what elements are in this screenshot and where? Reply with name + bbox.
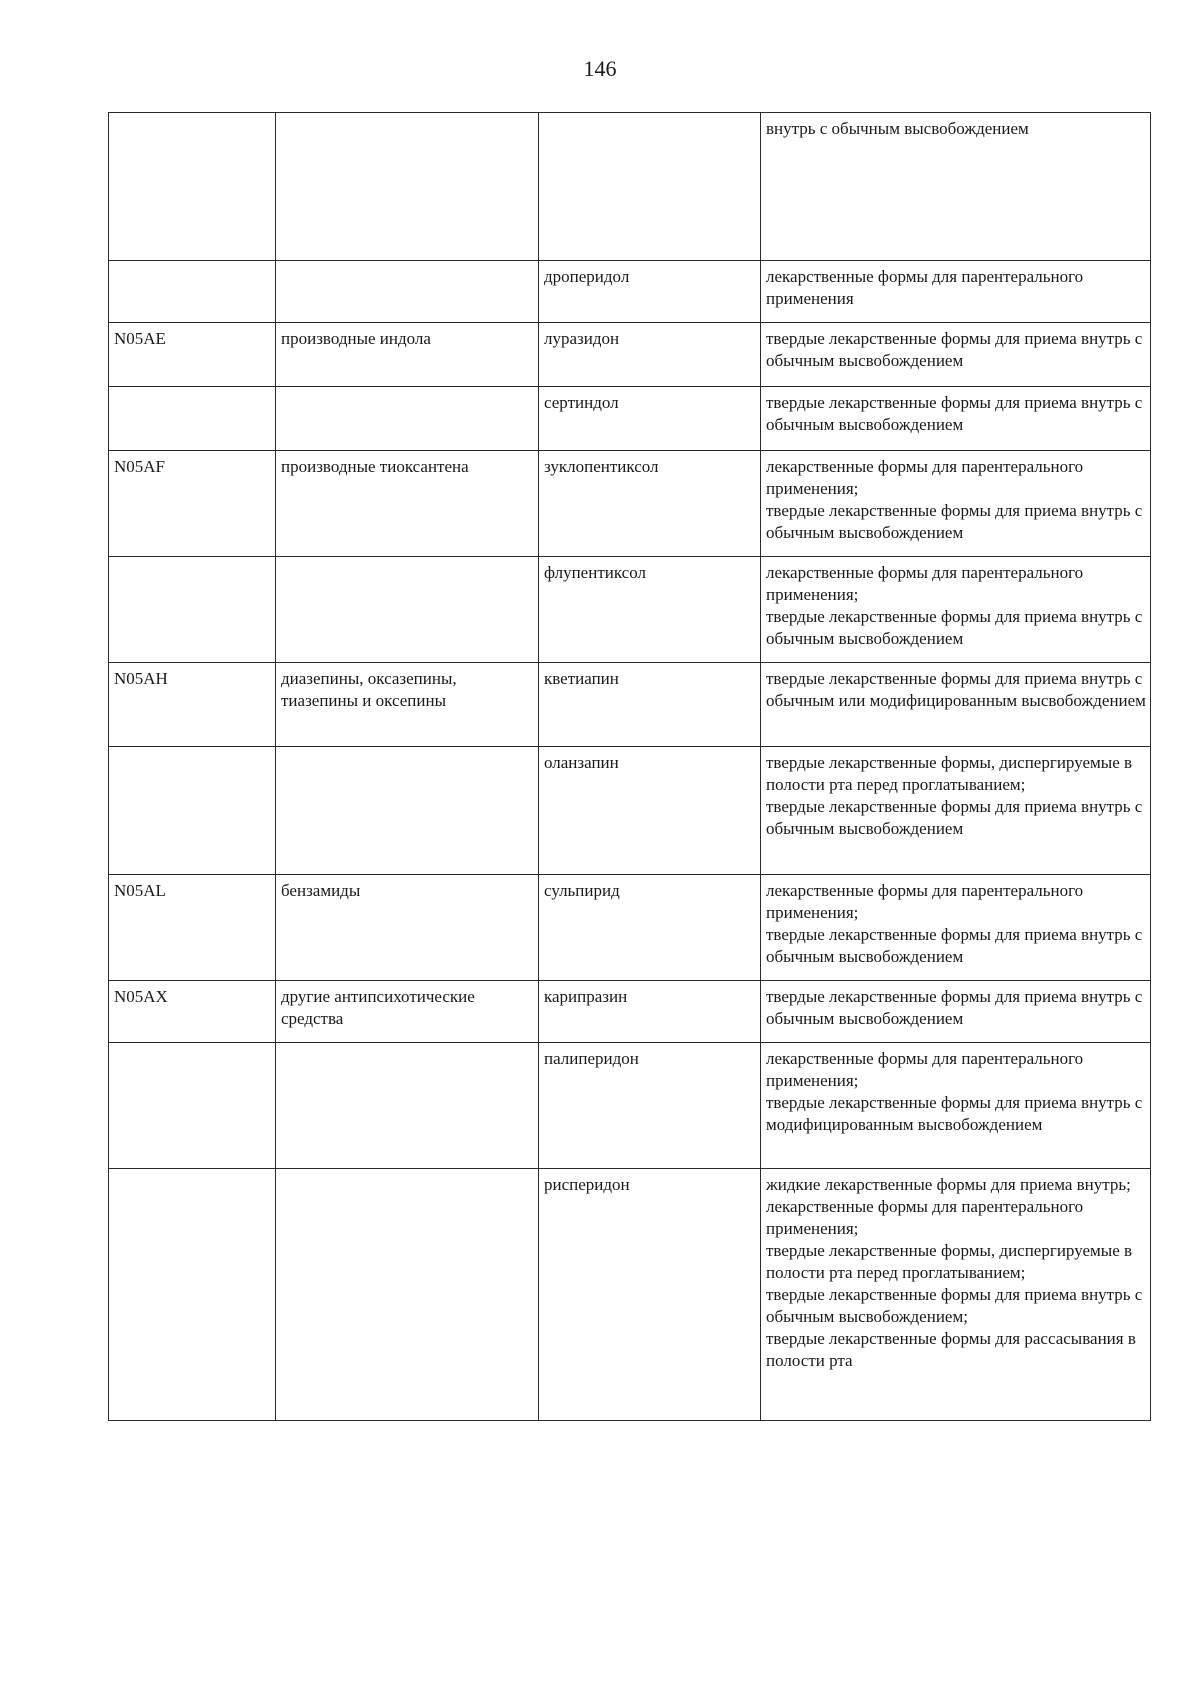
dosage-form-line: лекарственные формы для парентерального применения; bbox=[766, 457, 1084, 498]
page-number: 146 bbox=[583, 56, 617, 81]
group-name-cell bbox=[276, 261, 539, 323]
dosage-form-line: твердые лекарственные формы для рассасывания в полости рта bbox=[766, 1329, 1136, 1370]
dosage-forms-cell bbox=[761, 981, 1151, 1043]
group-name-cell: бензамиды bbox=[276, 875, 539, 981]
drug-name-cell: рисперидон bbox=[539, 1169, 761, 1421]
table-row bbox=[109, 113, 1151, 261]
table-row bbox=[109, 875, 1151, 981]
dosage-forms-cell bbox=[761, 113, 1151, 261]
dosage-form-line: лекарственные формы для парентерального применения; bbox=[766, 881, 1084, 922]
dosage-form-line: твердые лекарственные формы для приема внутрь с обычным высвобождением bbox=[766, 987, 1143, 1028]
table-row bbox=[109, 1169, 1151, 1421]
dosage-form-line: внутрь с обычным высвобождением bbox=[766, 119, 1029, 138]
dosage-form-line: твердые лекарственные формы для приема внутрь с обычным высвобождением bbox=[766, 797, 1143, 838]
drug-name-cell: дроперидол bbox=[539, 261, 761, 323]
table-row bbox=[109, 451, 1151, 557]
atc-code-cell: N05AF bbox=[109, 451, 276, 557]
group-name-cell bbox=[276, 1043, 539, 1169]
table-row bbox=[109, 981, 1151, 1043]
group-name-cell bbox=[276, 113, 539, 261]
table-row bbox=[109, 747, 1151, 875]
drug-name-cell: зуклопентиксол bbox=[539, 451, 761, 557]
drug-name-cell: сертиндол bbox=[539, 387, 761, 451]
dosage-forms-cell bbox=[761, 1043, 1151, 1169]
group-name-cell bbox=[276, 557, 539, 663]
dosage-form-line: лекарственные формы для парентерального применения; bbox=[766, 563, 1084, 604]
table-row bbox=[109, 1043, 1151, 1169]
atc-code-cell bbox=[109, 1043, 276, 1169]
dosage-forms-cell bbox=[761, 747, 1151, 875]
atc-code-cell bbox=[109, 557, 276, 663]
table-row bbox=[109, 557, 1151, 663]
drug-name-cell: кветиапин bbox=[539, 663, 761, 747]
atc-code-cell bbox=[109, 387, 276, 451]
drug-name-cell bbox=[539, 113, 761, 261]
dosage-form-line: твердые лекарственные формы для приема внутрь с обычным высвобождением bbox=[766, 393, 1143, 434]
drug-name-cell: оланзапин bbox=[539, 747, 761, 875]
dosage-forms-cell bbox=[761, 451, 1151, 557]
atc-code-cell: N05AX bbox=[109, 981, 276, 1043]
atc-code-cell bbox=[109, 113, 276, 261]
group-name-cell bbox=[276, 747, 539, 875]
atc-code-cell bbox=[109, 261, 276, 323]
dosage-forms-cell bbox=[761, 557, 1151, 663]
dosage-forms-cell bbox=[761, 387, 1151, 451]
table-row bbox=[109, 261, 1151, 323]
group-name-cell bbox=[276, 1169, 539, 1421]
dosage-form-line: жидкие лекарственные формы для приема внутрь; bbox=[766, 1175, 1131, 1194]
dosage-form-line: твердые лекарственные формы для приема внутрь с модифицированным высвобождением bbox=[766, 1093, 1143, 1134]
group-name-cell bbox=[276, 387, 539, 451]
dosage-form-line: лекарственные формы для парентерального применения bbox=[766, 267, 1084, 308]
group-name-cell: диазепины, оксазепины, тиазепины и оксепины bbox=[276, 663, 539, 747]
group-name-cell: производные тиоксантена bbox=[276, 451, 539, 557]
dosage-form-line: твердые лекарственные формы для приема внутрь с обычным высвобождением bbox=[766, 925, 1143, 966]
table-row bbox=[109, 323, 1151, 387]
group-name-cell: другие антипсихотические средства bbox=[276, 981, 539, 1043]
drug-name-cell: палиперидон bbox=[539, 1043, 761, 1169]
table-row bbox=[109, 663, 1151, 747]
atc-code-cell: N05AL bbox=[109, 875, 276, 981]
dosage-forms-cell bbox=[761, 1169, 1151, 1421]
dosage-form-line: твердые лекарственные формы для приема внутрь с обычным высвобождением bbox=[766, 501, 1143, 542]
drug-table bbox=[108, 112, 1151, 1421]
drug-name-cell: флупентиксол bbox=[539, 557, 761, 663]
dosage-forms-cell bbox=[761, 663, 1151, 747]
atc-code-cell: N05AH bbox=[109, 663, 276, 747]
drug-name-cell: луразидон bbox=[539, 323, 761, 387]
dosage-form-line: твердые лекарственные формы, диспергируемые в полости рта перед проглатыванием; bbox=[766, 753, 1133, 794]
dosage-form-line: твердые лекарственные формы для приема внутрь с обычным высвобождением bbox=[766, 329, 1143, 370]
dosage-forms-cell bbox=[761, 261, 1151, 323]
dosage-form-line: лекарственные формы для парентерального применения; bbox=[766, 1197, 1084, 1238]
dosage-form-line: твердые лекарственные формы для приема внутрь с обычным высвобождением bbox=[766, 607, 1143, 648]
dosage-forms-cell bbox=[761, 323, 1151, 387]
drug-name-cell: сульпирид bbox=[539, 875, 761, 981]
atc-code-cell bbox=[109, 1169, 276, 1421]
dosage-form-line: твердые лекарственные формы, диспергируемые в полости рта перед проглатыванием; bbox=[766, 1241, 1133, 1282]
table-row bbox=[109, 387, 1151, 451]
drug-name-cell: карипразин bbox=[539, 981, 761, 1043]
group-name-cell: производные индола bbox=[276, 323, 539, 387]
dosage-form-line: твердые лекарственные формы для приема внутрь с обычным высвобождением; bbox=[766, 1285, 1143, 1326]
dosage-forms-cell bbox=[761, 875, 1151, 981]
atc-code-cell: N05AE bbox=[109, 323, 276, 387]
atc-code-cell bbox=[109, 747, 276, 875]
dosage-form-line: лекарственные формы для парентерального применения; bbox=[766, 1049, 1084, 1090]
dosage-form-line: твердые лекарственные формы для приема внутрь с обычным или модифицированным высвобождением bbox=[766, 669, 1146, 710]
